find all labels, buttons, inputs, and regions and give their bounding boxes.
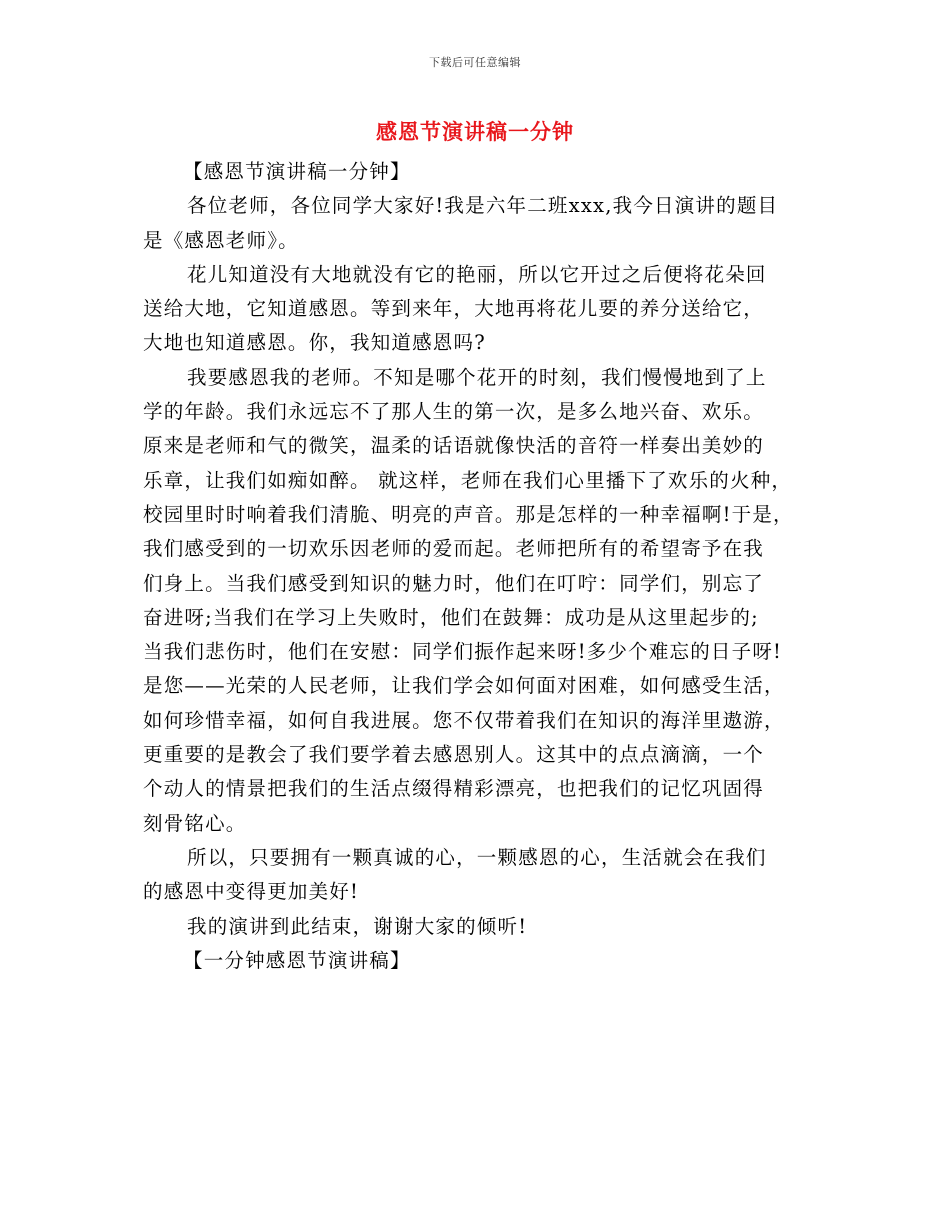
paragraph-line: 奋进呀;当我们在学习上失败时，他们在鼓舞：成功是从这里起步的; <box>143 605 759 629</box>
document-title: 感恩节演讲稿一分钟 <box>376 119 574 144</box>
paragraph-line: 校园里时时响着我们清脆、明亮的声音。那是怎样的一种幸福啊!于是， <box>143 502 794 526</box>
paragraph-line: 是《感恩老师》。 <box>143 228 299 252</box>
paragraph-line: 花儿知道没有大地就没有它的艳丽，所以它开过之后便将花朵回 <box>187 262 767 286</box>
paragraph-line: 各位老师，各位同学大家好!我是六年二班xxx,我今日演讲的题目 <box>187 194 779 218</box>
paragraph-line: 更重要的是教会了我们要学着去感恩别人。这其中的点点滴滴，一个 <box>143 743 765 767</box>
paragraph-line: 是您——光荣的人民老师，让我们学会如何面对困难，如何感受生活， <box>143 674 785 698</box>
paragraph-line: 的感恩中变得更加美好! <box>143 880 360 904</box>
paragraph-line: 送给大地，它知道感恩。等到来年，大地再将花儿要的养分送给它， <box>143 297 765 321</box>
paragraph-line: 所以，只要拥有一颗真诚的心，一颗感恩的心，生活就会在我们 <box>187 845 767 869</box>
section-heading: 【一分钟感恩节演讲稿】 <box>183 948 411 972</box>
paragraph-line: 乐章，让我们如痴如醉。 就这样，老师在我们心里播下了欢乐的火种， <box>143 468 793 492</box>
paragraph-line: 个动人的情景把我们的生活点缀得精彩漂亮，也把我们的记忆巩固得 <box>143 777 765 801</box>
paragraph-line: 学的年龄。我们永远忘不了那人生的第一次，是多么地兴奋、欢乐。 <box>143 400 765 424</box>
paragraph-line: 我要感恩我的老师。不知是哪个花开的时刻，我们慢慢地到了上 <box>187 365 767 389</box>
paragraph-line: 我们感受到的一切欢乐因老师的爱而起。老师把所有的希望寄予在我 <box>143 537 765 561</box>
paragraph-line: 当我们悲伤时，他们在安慰：同学们振作起来呀!多少个难忘的日子呀! <box>143 640 783 664</box>
paragraph-line: 原来是老师和气的微笑，温柔的话语就像快活的音符一样奏出美妙的 <box>143 434 765 458</box>
paragraph-line: 如何珍惜幸福，如何自我进展。您不仅带着我们在知识的海洋里遨游， <box>143 708 785 732</box>
paragraph-line: 刻骨铭心。 <box>143 811 247 835</box>
header-note: 下载后可任意编辑 <box>429 56 521 69</box>
paragraph-line: 我的演讲到此结束，谢谢大家的倾听! <box>187 914 528 938</box>
paragraph-line: 大地也知道感恩。你，我知道感恩吗? <box>143 331 486 355</box>
paragraph-line: 们身上。当我们感受到知识的魅力时，他们在叮咛：同学们，别忘了 <box>143 571 765 595</box>
section-heading: 【感恩节演讲稿一分钟】 <box>183 160 411 183</box>
document-body <box>143 155 808 978</box>
